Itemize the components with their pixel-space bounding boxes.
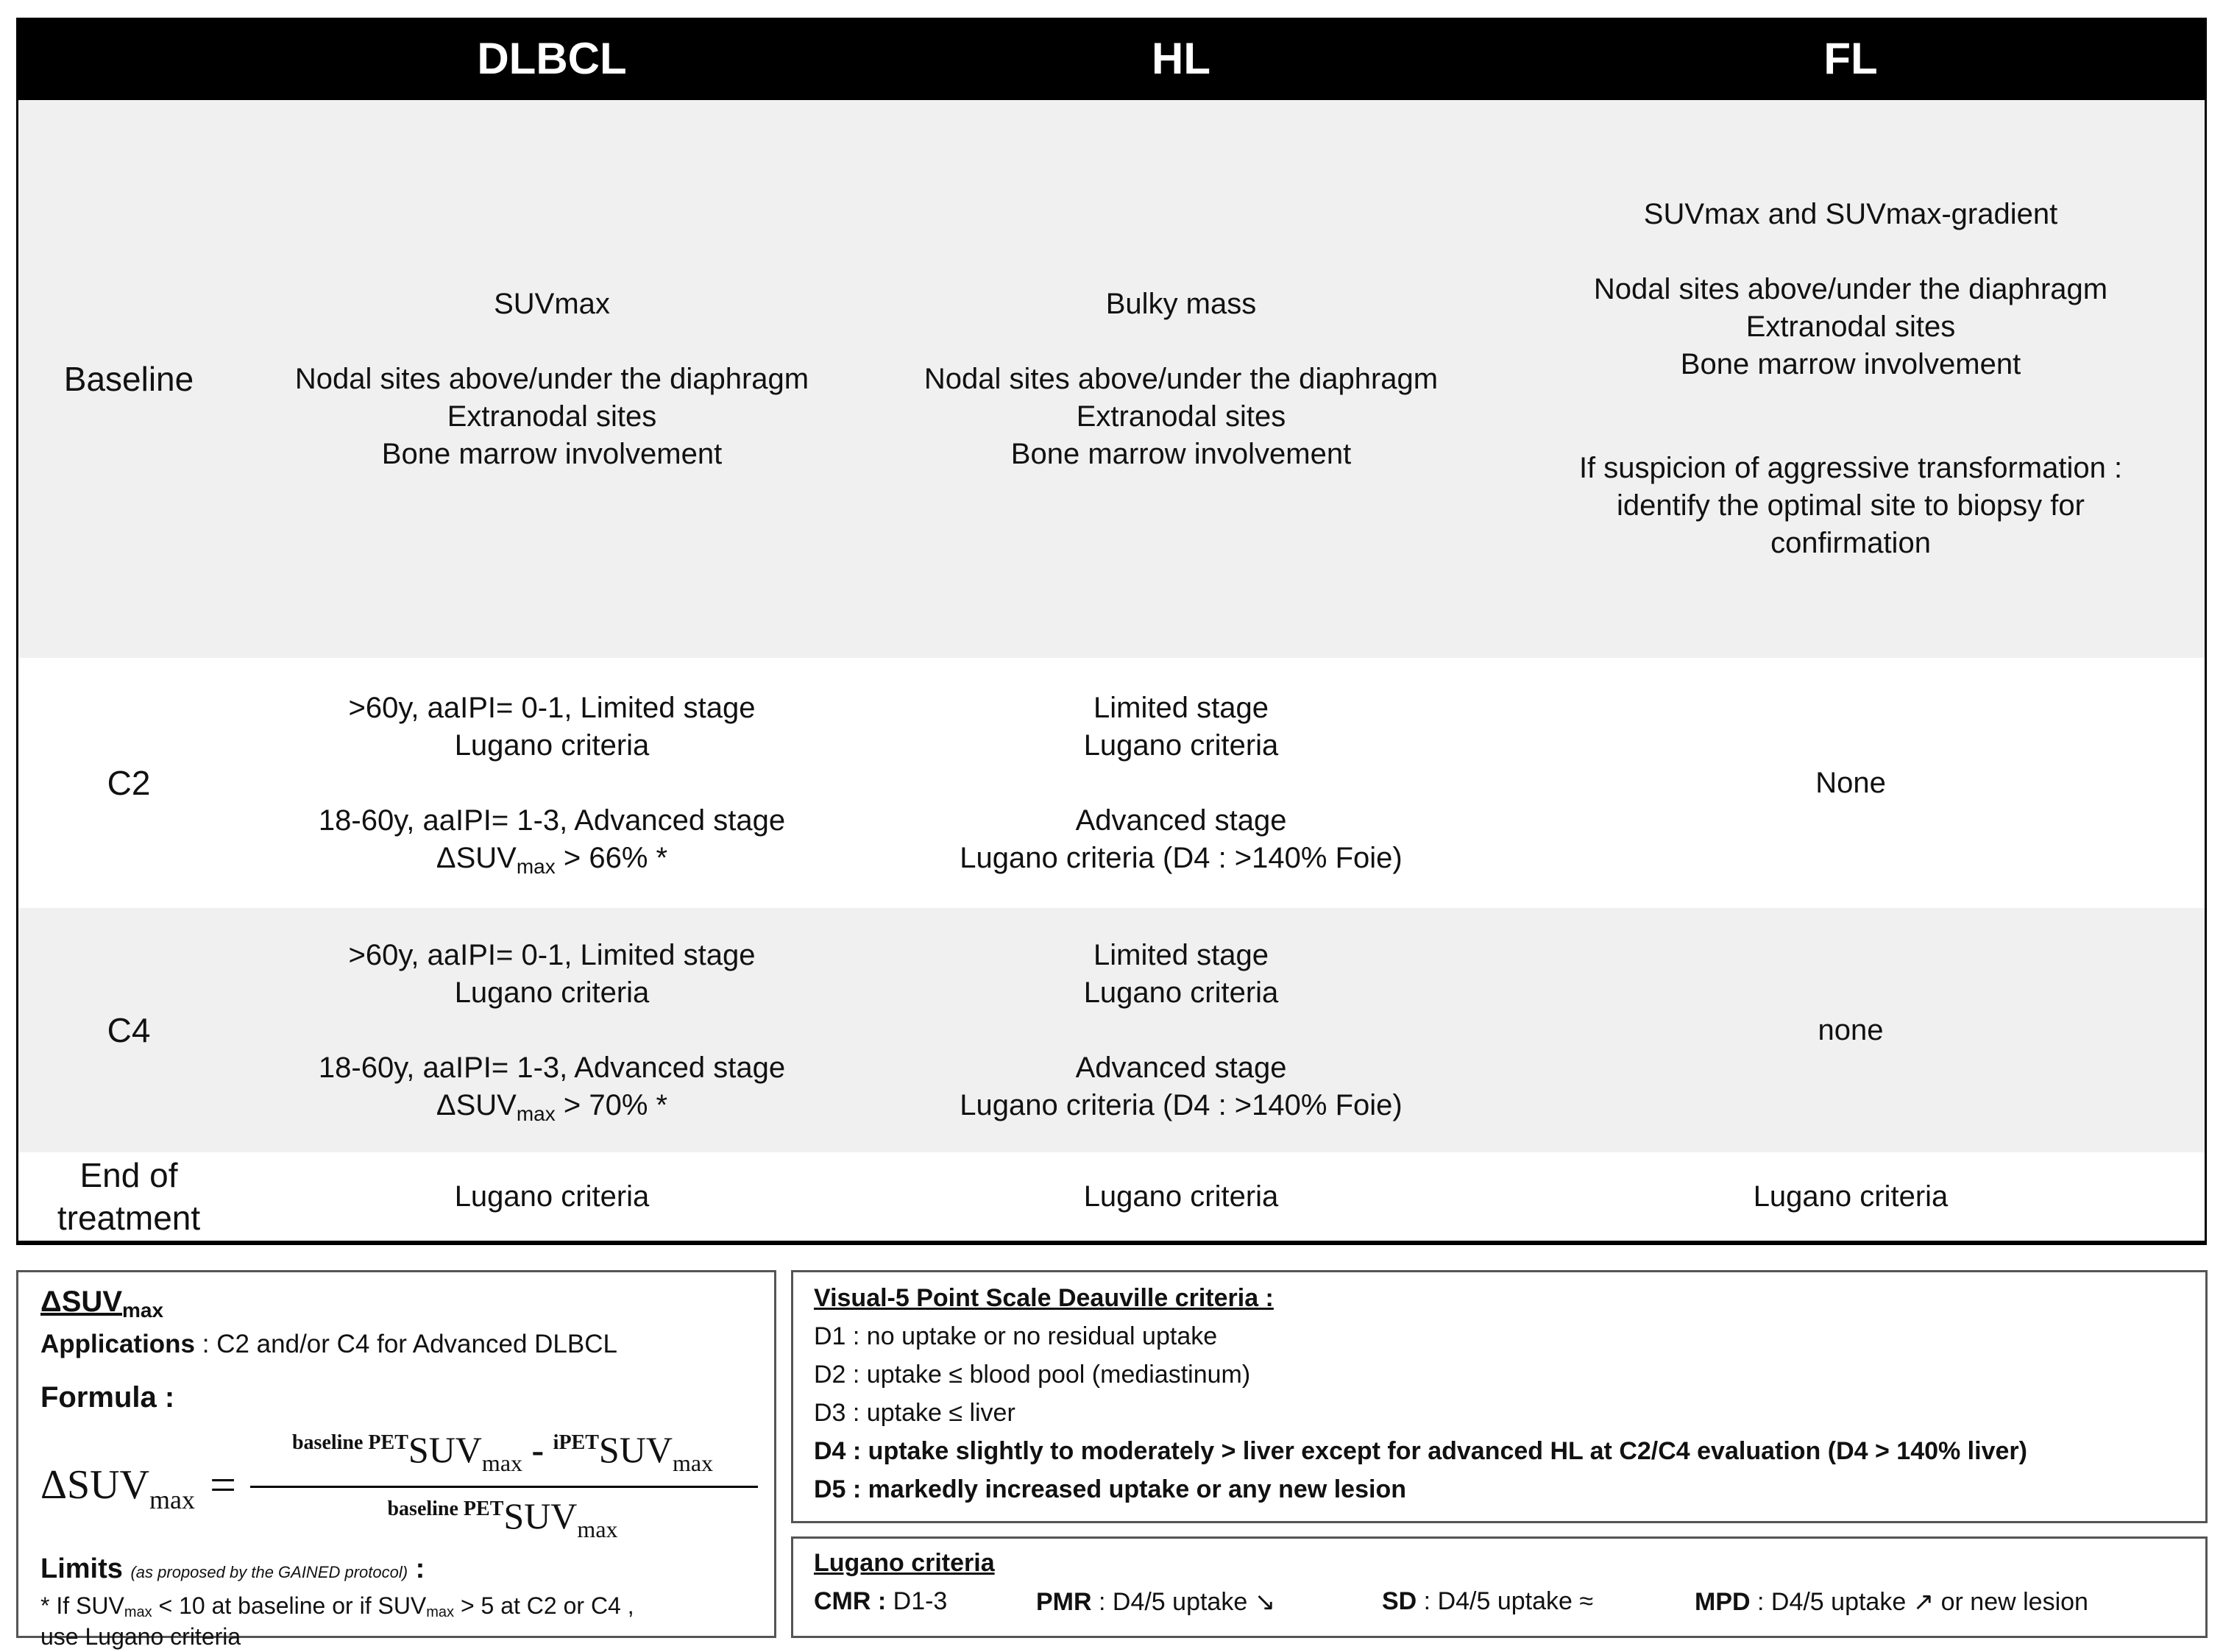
text-line: None (1815, 766, 1886, 799)
limits-note: * If $SUV_{max} < 10$ at baseline or if $SUV_{max} > 5$ at C2 or C4 , use Lugano criteria (40, 1592, 634, 1650)
lugano-title: Lugano criteria (814, 1549, 995, 1577)
header-hl: HL (1152, 34, 1210, 83)
header-fl: FL (1823, 34, 1878, 83)
text-line: 18-60y, aaIPI= 1-3, Advanced stage (318, 804, 786, 837)
end-dlbcl-cell: Lugano criteria (454, 1180, 650, 1213)
text-line: Lugano criteria (1083, 728, 1279, 762)
delta-suv-threshold: $\Delta SUV_{max} > 70\%$ * (436, 1088, 668, 1125)
fraction-bar (250, 1486, 758, 1488)
text-line: Extranodal sites (1076, 400, 1286, 433)
text-line: >60y, aaIPI= 0-1, Limited stage (348, 938, 756, 971)
row-label-c4: C4 (107, 1011, 151, 1049)
text-line: Bone marrow involvement (1680, 348, 2021, 380)
end-fl-cell: Lugano criteria (1753, 1180, 1949, 1213)
deauville-criteria-box (791, 1270, 2208, 1523)
c4-fl-cell (1497, 908, 2204, 1152)
deauville-title: Visual-5 Point Scale Deauville criteria : (814, 1284, 1274, 1312)
lugano-criteria-box (791, 1536, 2208, 1638)
limits-label: Limits (as proposed by the GAINED protocol) : (40, 1553, 425, 1584)
text-line: SUVmax and SUVmax-gradient (1643, 198, 2058, 230)
applications-line: Applications : C2 and/or C4 for Advanced DLBCL (40, 1330, 617, 1358)
text-line: Advanced stage (1075, 804, 1287, 837)
c2-hl-cell (865, 658, 1497, 908)
row-c2 (18, 658, 2205, 908)
formula-numerator: $^{baseline PET}SUV_{max} - ^{iPET}SUV_{max}$ (291, 1429, 714, 1476)
text-line: Limited stage (1093, 938, 1269, 971)
deauville-d2: D2 : uptake ≤ blood pool (mediastinum) (814, 1361, 1251, 1389)
text-line: Bulky mass (1105, 287, 1257, 320)
table-header (18, 18, 2205, 100)
deauville-d5: D5 : markedly increased uptake or any new lesion (814, 1475, 1406, 1503)
text-line: Lugano criteria (454, 728, 650, 762)
c4-dlbcl-cell (239, 908, 865, 1152)
formula-label: Formula : (40, 1381, 175, 1414)
c2-fl-cell (1497, 658, 2204, 908)
delta-suv-threshold: $\Delta SUV_{max} > 66\%$ * (436, 841, 668, 878)
text-line: confirmation (1770, 527, 1931, 559)
criteria-table (16, 18, 2207, 1245)
text-line: Advanced stage (1075, 1051, 1287, 1084)
text-line: Extranodal sites (1745, 311, 1956, 343)
deauville-d1: D1 : no uptake or no residual uptake (814, 1322, 1218, 1350)
c4-hl-cell (865, 908, 1497, 1152)
formula-denominator: $^{baseline PET}SUV_{max}$ (387, 1495, 618, 1542)
text-line: If suspicion of aggressive transformation : (1578, 452, 2123, 484)
baseline-fl-cell (1497, 100, 2204, 658)
lugano-cmr: CMR : D1-3 (814, 1587, 948, 1615)
text-line: Bone marrow involvement (381, 437, 723, 470)
text-line: Nodal sites above/under the diaphragm (1593, 273, 2108, 305)
deauville-d4: D4 : uptake slightly to moderately > liver except for advanced HL at C2/C4 evaluation (D4 > 140% liver) (814, 1437, 2027, 1465)
lugano-sd: SD : D4/5 uptake ≈ (1382, 1587, 1594, 1615)
row-baseline (18, 100, 2205, 658)
row-end-of-treatment (18, 1152, 2205, 1241)
baseline-hl-cell (865, 100, 1497, 658)
end-hl-cell: Lugano criteria (1083, 1180, 1279, 1213)
deauville-d3: D3 : uptake ≤ liver (814, 1399, 1015, 1427)
row-label-baseline: Baseline (63, 360, 194, 398)
delta-suv-formula: $\Delta SUV_{max}$ = $^{baseline PET}SUV_{max} - ^{iPET}SUV_{max}$ $^{baseline PET}SUV_{max}$ (40, 1428, 769, 1546)
text-line: identify the optimal site to biopsy for (1617, 489, 2085, 522)
text-line: Limited stage (1093, 691, 1269, 724)
header-dlbcl: DLBCL (477, 34, 627, 83)
lugano-mpd: MPD : D4/5 uptake ↗ or new lesion (1695, 1588, 2088, 1616)
baseline-dlbcl-cell (239, 100, 865, 658)
text-line: 18-60y, aaIPI= 1-3, Advanced stage (318, 1051, 786, 1084)
row-label-end-of-treatment: End of treatment (57, 1156, 201, 1237)
delta-suv-title: $\Delta SUV_{max}$ (40, 1286, 164, 1322)
delta-suv-box (16, 1270, 776, 1650)
text-line: >60y, aaIPI= 0-1, Limited stage (348, 691, 756, 724)
text-line: Lugano criteria (D4 : >140% Foie) (960, 1088, 1403, 1121)
text-line: Lugano criteria (454, 976, 650, 1009)
row-label-c2: C2 (107, 764, 151, 802)
text-line: Nodal sites above/under the diaphragm (923, 362, 1439, 395)
text-line: Bone marrow involvement (1010, 437, 1352, 470)
text-line: Extranodal sites (447, 400, 657, 433)
text-line: Lugano criteria (1083, 976, 1279, 1009)
text-line: Lugano criteria (D4 : >140% Foie) (960, 841, 1403, 874)
c2-dlbcl-cell (239, 658, 865, 908)
text-line: Nodal sites above/under the diaphragm (294, 362, 809, 395)
text-line: none (1818, 1013, 1884, 1046)
lugano-pmr: PMR : D4/5 uptake ↘ (1036, 1588, 1276, 1616)
text-line: SUVmax (494, 287, 610, 320)
row-c4 (18, 908, 2205, 1152)
